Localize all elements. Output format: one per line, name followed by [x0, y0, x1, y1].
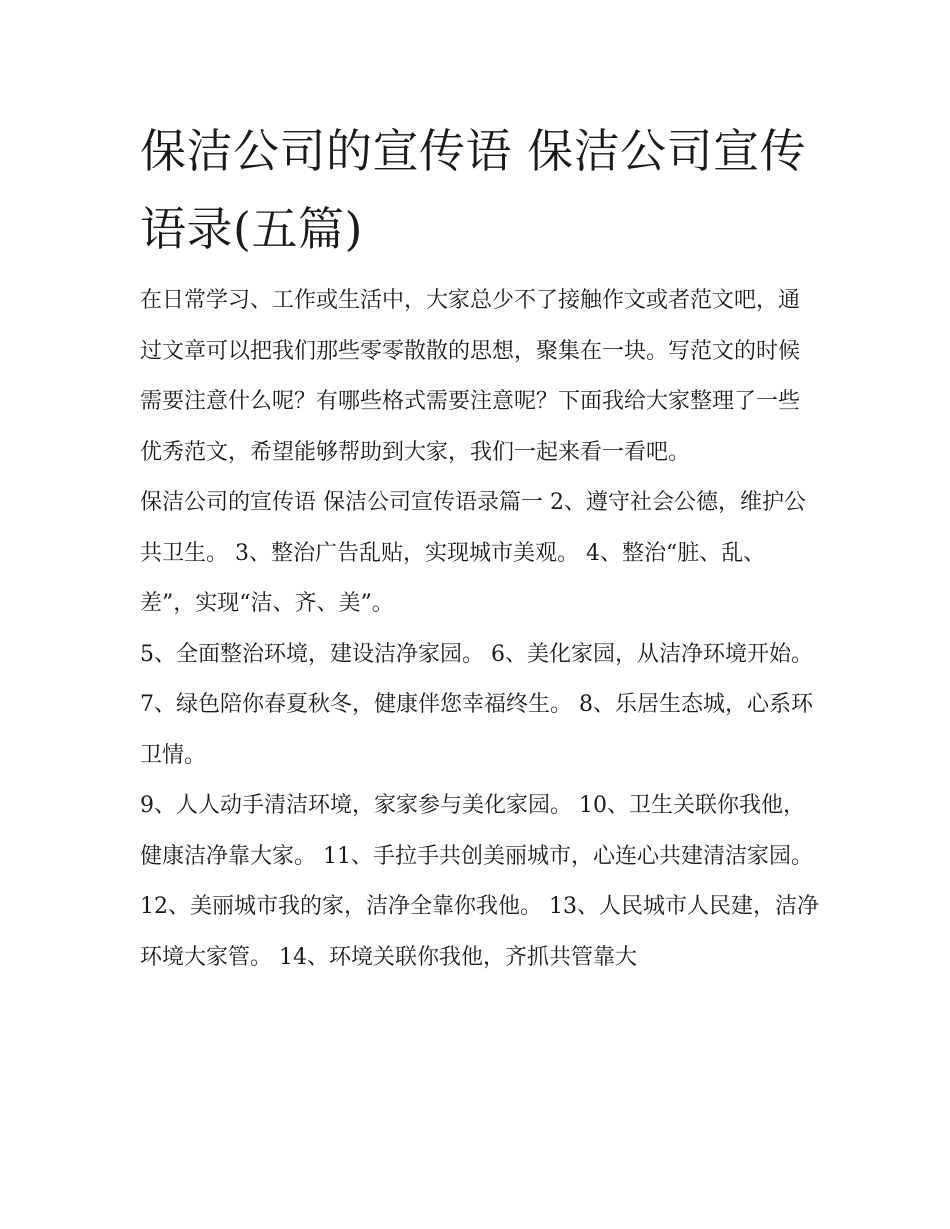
paragraph-intro: 在日常学习、工作或生活中，大家总少不了接触作文或者范文吧，通过文章可以把我们那些零零散散的思想，聚集在一块。写范文的时候需要注意什么呢？有哪些格式需要注意呢？下面我给大家整理了一些优秀范文，希望能够帮助到大家，我们一起来看一看吧。 [140, 288, 801, 465]
paragraph-slogans-2: 5、全面整治环境，建设洁净家园。 6、美化家园，从洁净环境开始。 7、绿色陪你春夏秋冬，健康伴您幸福终生。 8、乐居生态城，心系环卫情。 [140, 641, 813, 768]
paragraph-slogans-4: 12、美丽城市我的家，洁净全靠你我他。 13、人民城市人民建，洁净环境大家管。 14、环境关联你我他，齐抓共管靠大 [140, 894, 819, 970]
document-title: 保洁公司的宣传语 保洁公司宣传语录(五篇) [140, 124, 807, 257]
paragraph-slogans-3: 9、人人动手清洁环境，家家参与美化家园。 10、卫生关联你我他，健康洁净靠大家。 11、手拉手共创美丽城市，心连心共建清洁家园。 [140, 793, 813, 869]
document-page [140, 112, 820, 983]
paragraph-slogans-1: 保洁公司的宣传语 保洁公司宣传语录篇一 2、遵守社会公德，维护公共卫生。 3、整治广告乱贴，实现城市美观。 4、整治“脏、乱、差”，实现“洁、齐、美”。 [140, 490, 806, 617]
